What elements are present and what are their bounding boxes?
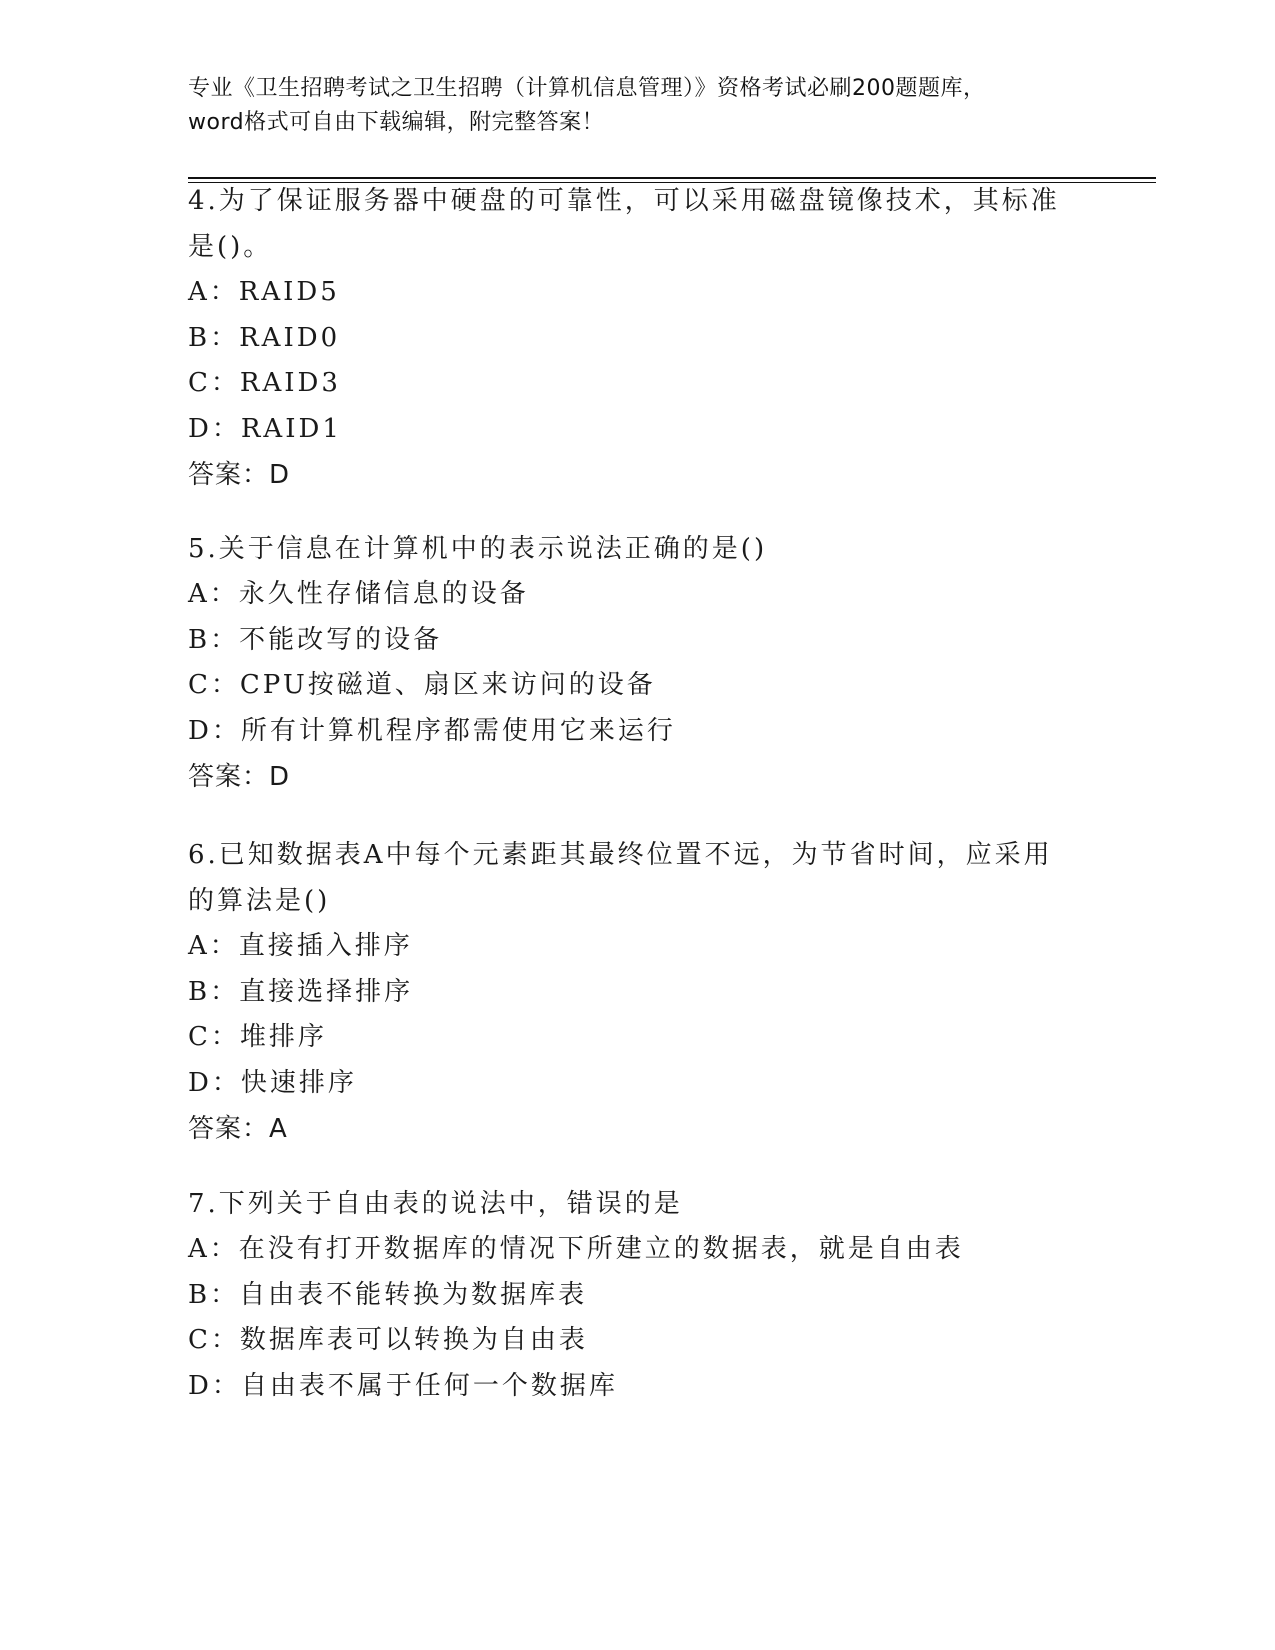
question-stem: 6.已知数据表A中每个元素距其最终位置不远，为节省时间，应采用 (188, 840, 1053, 870)
option-b: B：直接选择排序 (188, 976, 414, 1007)
option-b: B：自由表不能转换为数据库表 (188, 1279, 588, 1310)
question-stem: 是()。 (188, 232, 273, 262)
option-a: A：永久性存储信息的设备 (188, 579, 529, 609)
header-title-line-2: word格式可自由下载编辑，附完整答案！ (188, 110, 605, 135)
question-stem: 的算法是() (188, 886, 331, 916)
option-c: C：CPU按磁道、扇区来访问的设备 (188, 670, 656, 700)
option-a: A：直接插入排序 (188, 931, 413, 961)
question-4 (188, 178, 1088, 498)
option-c: C：堆排序 (188, 1022, 327, 1052)
question-6 (188, 832, 1088, 1152)
option-b: B：不能改写的设备 (188, 624, 443, 655)
option-c: C：RAID3 (188, 368, 341, 398)
question-stem: 5.关于信息在计算机中的表示说法正确的是() (188, 534, 768, 564)
option-d: D：RAID1 (188, 413, 342, 444)
option-c: C：数据库表可以转换为自由表 (188, 1325, 588, 1355)
question-stem: 4.为了保证服务器中硬盘的可靠性，可以采用磁盘镜像技术，其标准 (188, 186, 1060, 216)
option-d: D：快速排序 (188, 1067, 357, 1098)
answer: 答案：D (188, 460, 291, 490)
question-5 (188, 526, 1088, 800)
option-a: A：在没有打开数据库的情况下所建立的数据表，就是自由表 (188, 1234, 964, 1264)
header-title-line-1: 专业《卫生招聘考试之卫生招聘（计算机信息管理）》资格考试必刷200题题库， (188, 76, 986, 101)
option-d: D：所有计算机程序都需使用它来运行 (188, 715, 676, 746)
answer: 答案：D (188, 762, 291, 792)
question-stem: 7.下列关于自由表的说法中，错误的是 (188, 1189, 683, 1219)
question-7 (188, 1181, 1088, 1409)
option-a: A：RAID5 (188, 277, 340, 307)
option-b: B：RAID0 (188, 322, 341, 353)
option-d: D：自由表不属于任何一个数据库 (188, 1370, 618, 1401)
answer: 答案：A (188, 1114, 288, 1144)
document-header (188, 72, 1088, 140)
